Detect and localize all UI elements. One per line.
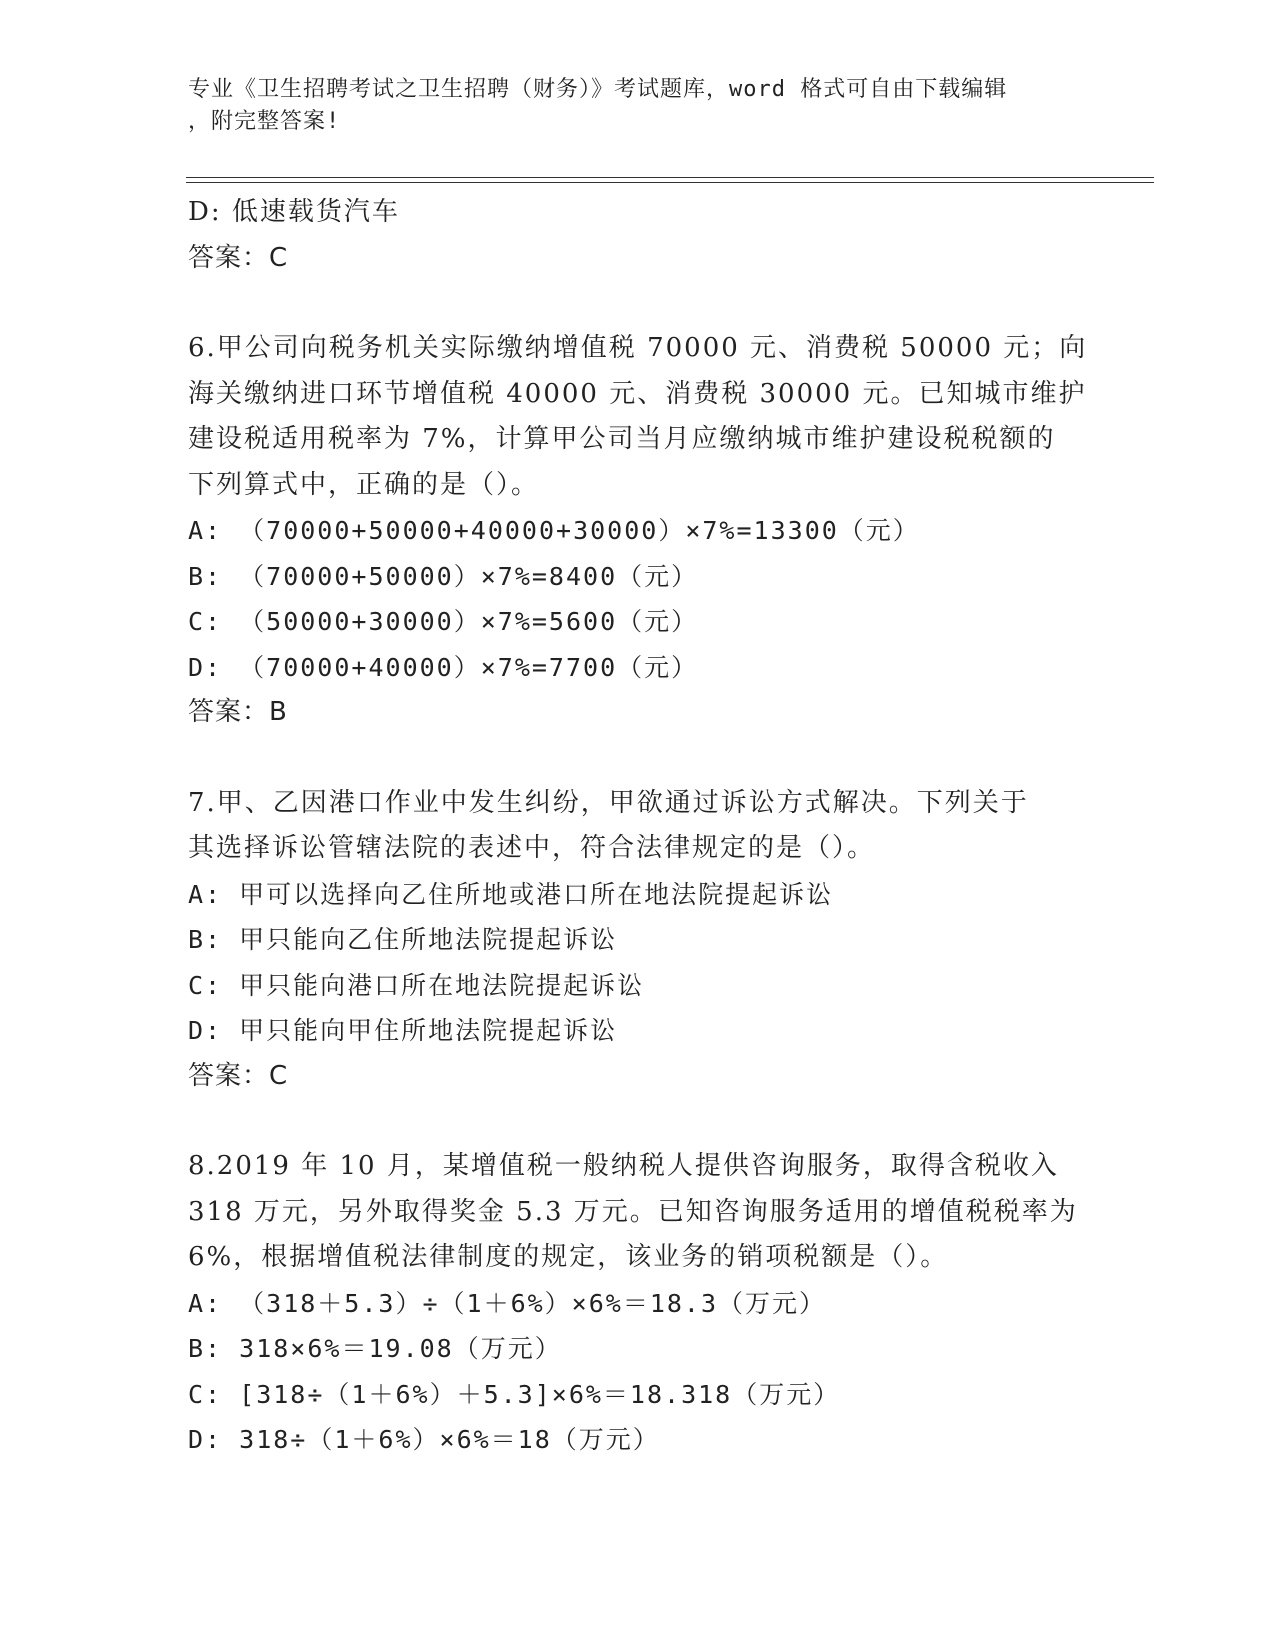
question-6 xyxy=(188,326,1088,736)
q6-answer: 答案：B xyxy=(188,697,288,727)
document-header xyxy=(188,74,1068,138)
q7-option-a: A: 甲可以选择向乙住所地或港口所在地法院提起诉讼 xyxy=(188,879,834,909)
q7-answer: 答案：C xyxy=(188,1060,289,1091)
q6-stem-line: 6.甲公司向税务机关实际缴纳增值税 70000 元、消费税 50000 元；向 xyxy=(188,333,1088,363)
q6-option-c: C: （50000+30000）×7%=5600（元） xyxy=(188,607,699,636)
q8-option-a: A: （318＋5.3）÷（1＋6%）×6%＝18.3（万元） xyxy=(188,1288,827,1318)
q5-answer: 答案：C xyxy=(188,242,289,273)
q6-stem-line: 海关缴纳进口环节增值税 40000 元、消费税 30000 元。已知城市维护 xyxy=(188,378,1087,409)
q5-option-d: D: 低速载货汽车 xyxy=(188,197,400,227)
header-divider-bottom xyxy=(186,182,1154,183)
q8-option-b: B: 318×6%＝19.08（万元） xyxy=(188,1334,562,1363)
question-content xyxy=(188,190,1088,1463)
q8-stem-line: 8.2019 年 10 月，某增值税一般纳税人提供咨询服务，取得含税收入 xyxy=(188,1151,1059,1181)
q6-stem-line: 建设税适用税率为 7%，计算甲公司当月应缴纳城市维护建设税税额的 xyxy=(188,424,1056,454)
q7-stem-line: 7.甲、乙因港口作业中发生纠纷，甲欲通过诉讼方式解决。下列关于 xyxy=(188,787,1029,818)
q7-stem-line: 其选择诉讼管辖法院的表述中，符合法律规定的是（）。 xyxy=(188,833,876,863)
header-line-2: ，附完整答案! xyxy=(188,109,341,134)
q7-option-b: B: 甲只能向乙住所地法院提起诉讼 xyxy=(188,925,618,954)
q8-option-c: C: [318÷（1＋6%）＋5.3]×6%＝18.318（万元） xyxy=(188,1379,841,1409)
header-divider-top xyxy=(186,177,1154,178)
q8-stem-line: 6%，根据增值税法律制度的规定，该业务的销项税额是（）。 xyxy=(188,1242,949,1272)
q8-stem-line: 318 万元，另外取得奖金 5.3 万元。已知咨询服务适用的增值税税率为 xyxy=(188,1196,1078,1227)
q8-option-d: D: 318÷（1＋6%）×6%＝18（万元） xyxy=(188,1425,660,1454)
q6-option-b: B: （70000+50000）×7%=8400（元） xyxy=(188,561,699,591)
q7-option-d: D: 甲只能向甲住所地法院提起诉讼 xyxy=(188,1016,618,1045)
question-8 xyxy=(188,1144,1078,1463)
question-7 xyxy=(188,781,1078,1100)
q7-option-c: C: 甲只能向港口所在地法院提起诉讼 xyxy=(188,970,645,1000)
q6-option-a: A: （70000+50000+40000+30000）×7%=13300（元） xyxy=(188,516,920,545)
q6-option-d: D: （70000+40000）×7%=7700（元） xyxy=(188,652,699,682)
header-line-1: 专业《卫生招聘考试之卫生招聘（财务）》考试题库，word 格式可自由下载编辑 xyxy=(188,77,1008,102)
q6-stem-line: 下列算式中，正确的是（）。 xyxy=(188,469,540,500)
